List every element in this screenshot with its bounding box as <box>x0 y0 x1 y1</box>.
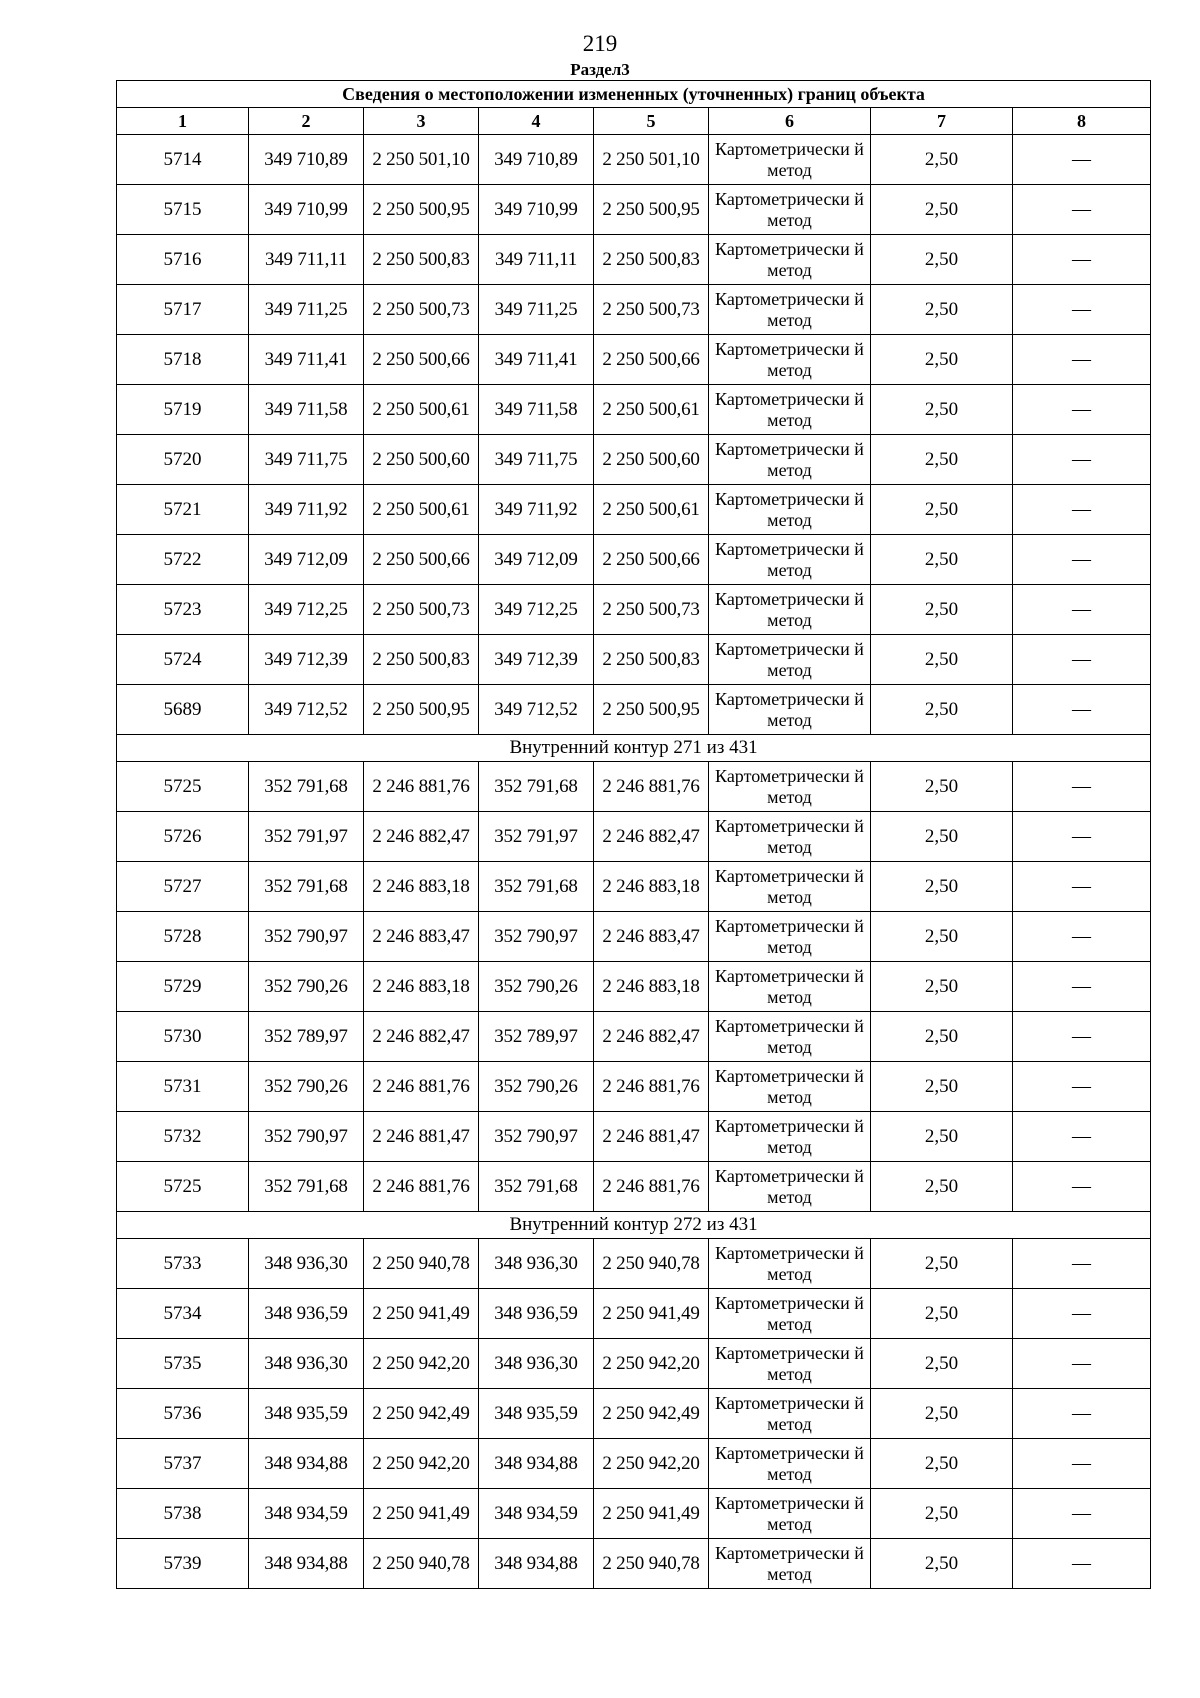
point-number-cell: 5732 <box>117 1112 249 1162</box>
method-cell: Картометрически й метод <box>709 535 871 585</box>
point-number-cell: 5736 <box>117 1389 249 1439</box>
method-cell: Картометрически й метод <box>709 1339 871 1389</box>
accuracy-cell: 2,50 <box>871 135 1013 185</box>
x-old-cell: 349 712,52 <box>249 685 364 735</box>
y-new-cell: 2 246 881,47 <box>594 1112 709 1162</box>
contour-label: Внутренний контур 272 из 431 <box>117 1212 1151 1239</box>
x-new-cell: 349 711,41 <box>479 335 594 385</box>
column-number: 2 <box>249 108 364 135</box>
x-old-cell: 352 790,97 <box>249 912 364 962</box>
y-old-cell: 2 250 941,49 <box>364 1489 479 1539</box>
y-old-cell: 2 250 942,20 <box>364 1439 479 1489</box>
point-number-cell: 5726 <box>117 812 249 862</box>
x-old-cell: 348 936,30 <box>249 1239 364 1289</box>
x-new-cell: 349 712,09 <box>479 535 594 585</box>
point-number-cell: 5715 <box>117 185 249 235</box>
y-old-cell: 2 250 941,49 <box>364 1289 479 1339</box>
accuracy-cell: 2,50 <box>871 912 1013 962</box>
point-number-cell: 5714 <box>117 135 249 185</box>
accuracy-cell: 2,50 <box>871 1112 1013 1162</box>
y-old-cell: 2 246 881,76 <box>364 1062 479 1112</box>
y-old-cell: 2 246 883,18 <box>364 862 479 912</box>
table-title: Сведения о местоположении измененных (уточненных) границ объекта <box>117 81 1151 108</box>
method-cell: Картометрически й метод <box>709 1289 871 1339</box>
note-cell: — <box>1013 912 1151 962</box>
y-old-cell: 2 250 500,66 <box>364 335 479 385</box>
y-old-cell: 2 246 882,47 <box>364 1012 479 1062</box>
column-number-row <box>117 108 1151 135</box>
x-new-cell: 348 935,59 <box>479 1389 594 1439</box>
table-row <box>117 585 1151 635</box>
x-old-cell: 349 711,92 <box>249 485 364 535</box>
point-number-cell: 5718 <box>117 335 249 385</box>
point-number-cell: 5737 <box>117 1439 249 1489</box>
y-old-cell: 2 250 942,20 <box>364 1339 479 1389</box>
x-new-cell: 348 934,88 <box>479 1439 594 1489</box>
y-new-cell: 2 246 882,47 <box>594 1012 709 1062</box>
method-cell: Картометрически й метод <box>709 1539 871 1589</box>
point-number-cell: 5727 <box>117 862 249 912</box>
point-number-cell: 5730 <box>117 1012 249 1062</box>
table-row <box>117 385 1151 435</box>
accuracy-cell: 2,50 <box>871 862 1013 912</box>
table-row <box>117 1112 1151 1162</box>
x-old-cell: 349 711,75 <box>249 435 364 485</box>
y-old-cell: 2 246 882,47 <box>364 812 479 862</box>
accuracy-cell: 2,50 <box>871 385 1013 435</box>
note-cell: — <box>1013 635 1151 685</box>
note-cell: — <box>1013 385 1151 435</box>
y-new-cell: 2 250 500,95 <box>594 685 709 735</box>
x-old-cell: 349 711,58 <box>249 385 364 435</box>
x-old-cell: 348 936,59 <box>249 1289 364 1339</box>
table-row <box>117 1439 1151 1489</box>
method-cell: Картометрически й метод <box>709 1489 871 1539</box>
y-new-cell: 2 250 941,49 <box>594 1489 709 1539</box>
point-number-cell: 5722 <box>117 535 249 585</box>
note-cell: — <box>1013 1539 1151 1589</box>
method-cell: Картометрически й метод <box>709 285 871 335</box>
column-number: 8 <box>1013 108 1151 135</box>
point-number-cell: 5734 <box>117 1289 249 1339</box>
method-cell: Картометрически й метод <box>709 485 871 535</box>
table-row <box>117 135 1151 185</box>
note-cell: — <box>1013 1489 1151 1539</box>
y-new-cell: 2 246 883,47 <box>594 912 709 962</box>
x-new-cell: 348 936,30 <box>479 1339 594 1389</box>
method-cell: Картометрически й метод <box>709 1389 871 1439</box>
y-new-cell: 2 246 882,47 <box>594 812 709 862</box>
contour-label: Внутренний контур 271 из 431 <box>117 735 1151 762</box>
y-old-cell: 2 246 881,47 <box>364 1112 479 1162</box>
point-number-cell: 5729 <box>117 962 249 1012</box>
x-new-cell: 349 710,99 <box>479 185 594 235</box>
note-cell: — <box>1013 185 1151 235</box>
accuracy-cell: 2,50 <box>871 1239 1013 1289</box>
contour-header-row <box>117 1212 1151 1239</box>
y-new-cell: 2 250 500,60 <box>594 435 709 485</box>
method-cell: Картометрически й метод <box>709 135 871 185</box>
table-row <box>117 185 1151 235</box>
y-old-cell: 2 250 500,83 <box>364 235 479 285</box>
x-old-cell: 352 790,26 <box>249 1062 364 1112</box>
note-cell: — <box>1013 762 1151 812</box>
accuracy-cell: 2,50 <box>871 535 1013 585</box>
y-new-cell: 2 246 883,18 <box>594 862 709 912</box>
table-row <box>117 1339 1151 1389</box>
accuracy-cell: 2,50 <box>871 335 1013 385</box>
x-new-cell: 349 711,58 <box>479 385 594 435</box>
accuracy-cell: 2,50 <box>871 435 1013 485</box>
x-new-cell: 349 710,89 <box>479 135 594 185</box>
y-new-cell: 2 250 500,66 <box>594 335 709 385</box>
note-cell: — <box>1013 485 1151 535</box>
note-cell: — <box>1013 1062 1151 1112</box>
y-old-cell: 2 246 881,76 <box>364 1162 479 1212</box>
accuracy-cell: 2,50 <box>871 635 1013 685</box>
point-number-cell: 5725 <box>117 1162 249 1212</box>
table-row <box>117 1012 1151 1062</box>
x-old-cell: 349 711,41 <box>249 335 364 385</box>
accuracy-cell: 2,50 <box>871 1489 1013 1539</box>
accuracy-cell: 2,50 <box>871 1339 1013 1389</box>
x-new-cell: 352 790,97 <box>479 1112 594 1162</box>
y-old-cell: 2 250 940,78 <box>364 1239 479 1289</box>
table-row <box>117 862 1151 912</box>
coordinates-table <box>116 80 1151 1589</box>
x-new-cell: 348 936,30 <box>479 1239 594 1289</box>
accuracy-cell: 2,50 <box>871 1539 1013 1589</box>
table-row <box>117 912 1151 962</box>
x-old-cell: 349 712,39 <box>249 635 364 685</box>
y-old-cell: 2 250 500,73 <box>364 585 479 635</box>
y-new-cell: 2 246 881,76 <box>594 1062 709 1112</box>
method-cell: Картометрически й метод <box>709 1012 871 1062</box>
point-number-cell: 5724 <box>117 635 249 685</box>
y-old-cell: 2 250 500,73 <box>364 285 479 335</box>
accuracy-cell: 2,50 <box>871 235 1013 285</box>
note-cell: — <box>1013 285 1151 335</box>
y-old-cell: 2 246 881,76 <box>364 762 479 812</box>
x-new-cell: 348 934,59 <box>479 1489 594 1539</box>
x-new-cell: 349 712,52 <box>479 685 594 735</box>
note-cell: — <box>1013 535 1151 585</box>
page-number: 219 <box>582 31 618 56</box>
y-new-cell: 2 250 500,83 <box>594 635 709 685</box>
method-cell: Картометрически й метод <box>709 585 871 635</box>
y-new-cell: 2 250 500,61 <box>594 385 709 435</box>
x-old-cell: 348 934,59 <box>249 1489 364 1539</box>
y-new-cell: 2 250 501,10 <box>594 135 709 185</box>
x-old-cell: 349 710,89 <box>249 135 364 185</box>
x-old-cell: 349 710,99 <box>249 185 364 235</box>
accuracy-cell: 2,50 <box>871 1162 1013 1212</box>
note-cell: — <box>1013 135 1151 185</box>
point-number-cell: 5731 <box>117 1062 249 1112</box>
method-cell: Картометрически й метод <box>709 385 871 435</box>
y-new-cell: 2 250 942,49 <box>594 1389 709 1439</box>
accuracy-cell: 2,50 <box>871 1439 1013 1489</box>
table-row <box>117 1062 1151 1112</box>
method-cell: Картометрически й метод <box>709 1162 871 1212</box>
table-row <box>117 1239 1151 1289</box>
y-old-cell: 2 250 500,60 <box>364 435 479 485</box>
accuracy-cell: 2,50 <box>871 685 1013 735</box>
point-number-cell: 5717 <box>117 285 249 335</box>
x-new-cell: 352 789,97 <box>479 1012 594 1062</box>
note-cell: — <box>1013 1012 1151 1062</box>
point-number-cell: 5719 <box>117 385 249 435</box>
accuracy-cell: 2,50 <box>871 962 1013 1012</box>
accuracy-cell: 2,50 <box>871 1389 1013 1439</box>
accuracy-cell: 2,50 <box>871 185 1013 235</box>
table-row <box>117 1489 1151 1539</box>
note-cell: — <box>1013 962 1151 1012</box>
x-old-cell: 349 711,25 <box>249 285 364 335</box>
note-cell: — <box>1013 1239 1151 1289</box>
y-old-cell: 2 250 501,10 <box>364 135 479 185</box>
x-new-cell: 349 711,92 <box>479 485 594 535</box>
table-row <box>117 962 1151 1012</box>
x-old-cell: 348 936,30 <box>249 1339 364 1389</box>
y-old-cell: 2 250 500,95 <box>364 185 479 235</box>
x-new-cell: 349 712,39 <box>479 635 594 685</box>
note-cell: — <box>1013 1439 1151 1489</box>
table-row <box>117 435 1151 485</box>
note-cell: — <box>1013 1162 1151 1212</box>
x-new-cell: 349 711,11 <box>479 235 594 285</box>
table-row <box>117 762 1151 812</box>
table-row <box>117 535 1151 585</box>
accuracy-cell: 2,50 <box>871 285 1013 335</box>
method-cell: Картометрически й метод <box>709 962 871 1012</box>
point-number-cell: 5725 <box>117 762 249 812</box>
x-new-cell: 349 711,75 <box>479 435 594 485</box>
method-cell: Картометрически й метод <box>709 185 871 235</box>
table-row <box>117 285 1151 335</box>
x-new-cell: 349 712,25 <box>479 585 594 635</box>
note-cell: — <box>1013 1389 1151 1439</box>
method-cell: Картометрически й метод <box>709 862 871 912</box>
y-new-cell: 2 250 940,78 <box>594 1539 709 1589</box>
method-cell: Картометрически й метод <box>709 1062 871 1112</box>
accuracy-cell: 2,50 <box>871 1062 1013 1112</box>
y-new-cell: 2 250 500,73 <box>594 285 709 335</box>
y-new-cell: 2 250 942,20 <box>594 1439 709 1489</box>
y-new-cell: 2 250 500,61 <box>594 485 709 535</box>
method-cell: Картометрически й метод <box>709 435 871 485</box>
table-row <box>117 1289 1151 1339</box>
y-new-cell: 2 250 942,20 <box>594 1339 709 1389</box>
column-number: 5 <box>594 108 709 135</box>
column-number: 6 <box>709 108 871 135</box>
x-new-cell: 352 791,68 <box>479 1162 594 1212</box>
table-row <box>117 235 1151 285</box>
x-new-cell: 352 790,26 <box>479 1062 594 1112</box>
x-old-cell: 352 789,97 <box>249 1012 364 1062</box>
method-cell: Картометрически й метод <box>709 1112 871 1162</box>
point-number-cell: 5723 <box>117 585 249 635</box>
x-old-cell: 352 790,26 <box>249 962 364 1012</box>
x-old-cell: 348 934,88 <box>249 1539 364 1589</box>
point-number-cell: 5738 <box>117 1489 249 1539</box>
point-number-cell: 5735 <box>117 1339 249 1389</box>
y-old-cell: 2 250 500,61 <box>364 485 479 535</box>
point-number-cell: 5728 <box>117 912 249 962</box>
y-new-cell: 2 250 500,73 <box>594 585 709 635</box>
y-new-cell: 2 250 500,95 <box>594 185 709 235</box>
table-row <box>117 685 1151 735</box>
note-cell: — <box>1013 1289 1151 1339</box>
x-old-cell: 352 790,97 <box>249 1112 364 1162</box>
column-number: 4 <box>479 108 594 135</box>
table-row <box>117 635 1151 685</box>
x-new-cell: 352 791,68 <box>479 862 594 912</box>
method-cell: Картометрически й метод <box>709 685 871 735</box>
note-cell: — <box>1013 685 1151 735</box>
y-old-cell: 2 250 942,49 <box>364 1389 479 1439</box>
x-old-cell: 348 935,59 <box>249 1389 364 1439</box>
section-title: Раздел3 <box>570 60 630 79</box>
accuracy-cell: 2,50 <box>871 762 1013 812</box>
point-number-cell: 5716 <box>117 235 249 285</box>
note-cell: — <box>1013 585 1151 635</box>
method-cell: Картометрически й метод <box>709 335 871 385</box>
table-row <box>117 812 1151 862</box>
accuracy-cell: 2,50 <box>871 485 1013 535</box>
x-new-cell: 348 934,88 <box>479 1539 594 1589</box>
point-number-cell: 5733 <box>117 1239 249 1289</box>
table-row <box>117 1539 1151 1589</box>
y-old-cell: 2 246 883,47 <box>364 912 479 962</box>
method-cell: Картометрически й метод <box>709 812 871 862</box>
x-old-cell: 352 791,97 <box>249 812 364 862</box>
x-new-cell: 352 791,97 <box>479 812 594 862</box>
method-cell: Картометрически й метод <box>709 235 871 285</box>
accuracy-cell: 2,50 <box>871 812 1013 862</box>
y-new-cell: 2 250 940,78 <box>594 1239 709 1289</box>
y-old-cell: 2 250 500,66 <box>364 535 479 585</box>
x-new-cell: 352 791,68 <box>479 762 594 812</box>
x-old-cell: 349 712,25 <box>249 585 364 635</box>
y-new-cell: 2 246 881,76 <box>594 1162 709 1212</box>
x-old-cell: 349 711,11 <box>249 235 364 285</box>
y-new-cell: 2 246 883,18 <box>594 962 709 1012</box>
accuracy-cell: 2,50 <box>871 1289 1013 1339</box>
x-old-cell: 348 934,88 <box>249 1439 364 1489</box>
note-cell: — <box>1013 1112 1151 1162</box>
method-cell: Картометрически й метод <box>709 1239 871 1289</box>
y-new-cell: 2 250 500,83 <box>594 235 709 285</box>
x-new-cell: 349 711,25 <box>479 285 594 335</box>
y-new-cell: 2 250 500,66 <box>594 535 709 585</box>
method-cell: Картометрически й метод <box>709 762 871 812</box>
table-row <box>117 1162 1151 1212</box>
point-number-cell: 5689 <box>117 685 249 735</box>
table-row <box>117 485 1151 535</box>
y-old-cell: 2 250 500,83 <box>364 635 479 685</box>
note-cell: — <box>1013 812 1151 862</box>
column-number: 1 <box>117 108 249 135</box>
note-cell: — <box>1013 1339 1151 1389</box>
y-old-cell: 2 250 500,95 <box>364 685 479 735</box>
x-old-cell: 349 712,09 <box>249 535 364 585</box>
point-number-cell: 5721 <box>117 485 249 535</box>
note-cell: — <box>1013 335 1151 385</box>
y-new-cell: 2 250 941,49 <box>594 1289 709 1339</box>
method-cell: Картометрически й метод <box>709 635 871 685</box>
column-number: 7 <box>871 108 1013 135</box>
x-new-cell: 348 936,59 <box>479 1289 594 1339</box>
y-new-cell: 2 246 881,76 <box>594 762 709 812</box>
y-old-cell: 2 246 883,18 <box>364 962 479 1012</box>
table-row <box>117 335 1151 385</box>
note-cell: — <box>1013 235 1151 285</box>
point-number-cell: 5739 <box>117 1539 249 1589</box>
note-cell: — <box>1013 435 1151 485</box>
x-old-cell: 352 791,68 <box>249 862 364 912</box>
accuracy-cell: 2,50 <box>871 1012 1013 1062</box>
note-cell: — <box>1013 862 1151 912</box>
point-number-cell: 5720 <box>117 435 249 485</box>
method-cell: Картометрически й метод <box>709 1439 871 1489</box>
y-old-cell: 2 250 500,61 <box>364 385 479 435</box>
x-old-cell: 352 791,68 <box>249 762 364 812</box>
x-old-cell: 352 791,68 <box>249 1162 364 1212</box>
y-old-cell: 2 250 940,78 <box>364 1539 479 1589</box>
table-row <box>117 1389 1151 1439</box>
table-body <box>117 135 1151 1589</box>
accuracy-cell: 2,50 <box>871 585 1013 635</box>
x-new-cell: 352 790,97 <box>479 912 594 962</box>
column-number: 3 <box>364 108 479 135</box>
method-cell: Картометрически й метод <box>709 912 871 962</box>
x-new-cell: 352 790,26 <box>479 962 594 1012</box>
contour-header-row <box>117 735 1151 762</box>
